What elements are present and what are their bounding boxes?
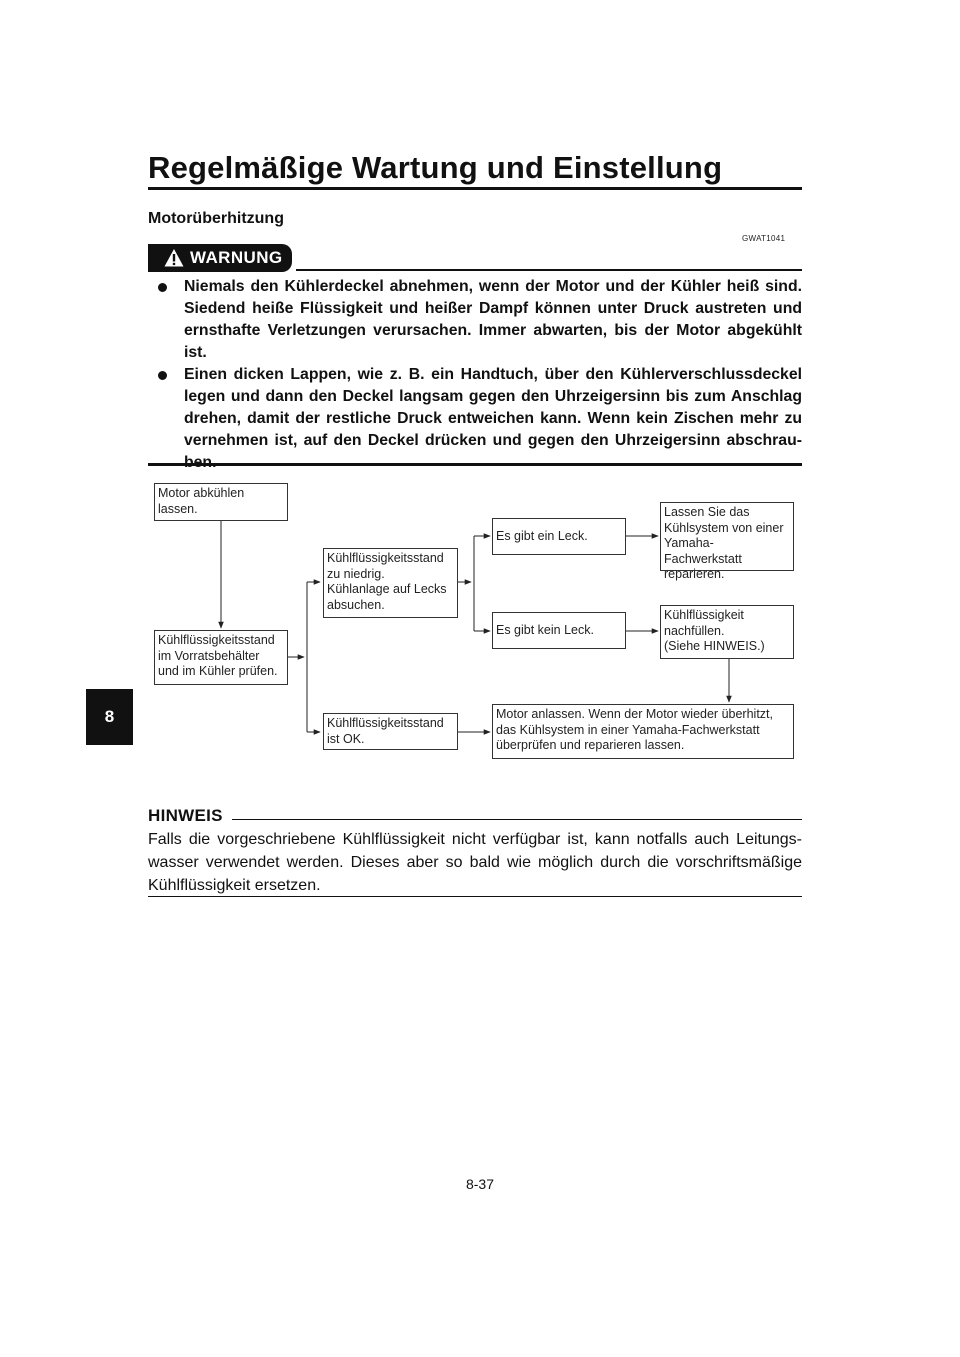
warning-item-text: Einen dicken Lappen, wie z. B. ein Handtuch, über den Kühlerverschlussdeckel legen und dann den Deckel langsam gegen den Uhrzeigersinn bis zum Anschlag drehen, damit der restliche Druck entweichen kann. Wenn kein Zischen mehr zu vernehmen ist, auf den Deckel drücken und gegen den Uhrzeigersinn abschrau-	[184, 366, 802, 449]
flow-box-cool-engine: Motor abkühlen lassen.	[154, 483, 288, 521]
chapter-tab: 8	[86, 689, 133, 745]
warning-label: WARNUNG	[190, 248, 283, 267]
flow-box-no-leak: Es gibt kein Leck.	[492, 612, 626, 649]
section-title: Motorüberhitzung	[148, 210, 284, 227]
flow-box-level-low: Kühlflüssigkeitsstand zu niedrig. Kühlanlage auf Lecks absuchen.	[323, 548, 458, 618]
flow-box-repair: Lassen Sie das Kühlsystem von einer Yamaha-Fachwerkstatt reparieren.	[660, 502, 794, 571]
flow-box-restart: Motor anlassen. Wenn der Motor wieder überhitzt, das Kühlsystem in einer Yamaha-Fachwerkstatt überprüfen und reparieren lassen.	[492, 704, 794, 759]
note-bottom-rule	[148, 896, 802, 897]
reference-code: GWAT1041	[742, 234, 786, 243]
note-rule	[232, 819, 802, 820]
warning-item-text: Niemals den Kühlerdeckel abnehmen, wenn der Motor und der Kühler heiß sind. Siedend heiße Flüssigkeit und heißer Dampf können unter Druck austreten und ernsthafte Verletzungen verursachen. Immer abwarten, bis der Motor abgekühlt ist.	[184, 278, 802, 361]
flow-box-refill: Kühlflüssigkeit nachfüllen. (Siehe HINWEIS.)	[660, 605, 794, 659]
page-number: 8-37	[465, 1176, 495, 1192]
note-title: HINWEIS	[148, 806, 223, 825]
page-title: Regelmäßige Wartung und Einstellung	[148, 150, 723, 185]
flow-box-leak: Es gibt ein Leck.	[492, 518, 626, 555]
flow-box-level-ok: Kühlflüssigkeitsstand ist OK.	[323, 713, 458, 750]
flow-box-check-level: Kühlflüssigkeitsstand im Vorratsbehälter und im Kühler prüfen.	[154, 630, 288, 685]
note-text: Falls die vorgeschriebene Kühlflüssigkeit nicht verfügbar ist, kann notfalls auch Leitungs-wasser verwendet werden. Dieses aber so bald wie möglich durch die vorschriftsmäßige Kühlflüssigkeit ersetzen.	[148, 831, 802, 894]
